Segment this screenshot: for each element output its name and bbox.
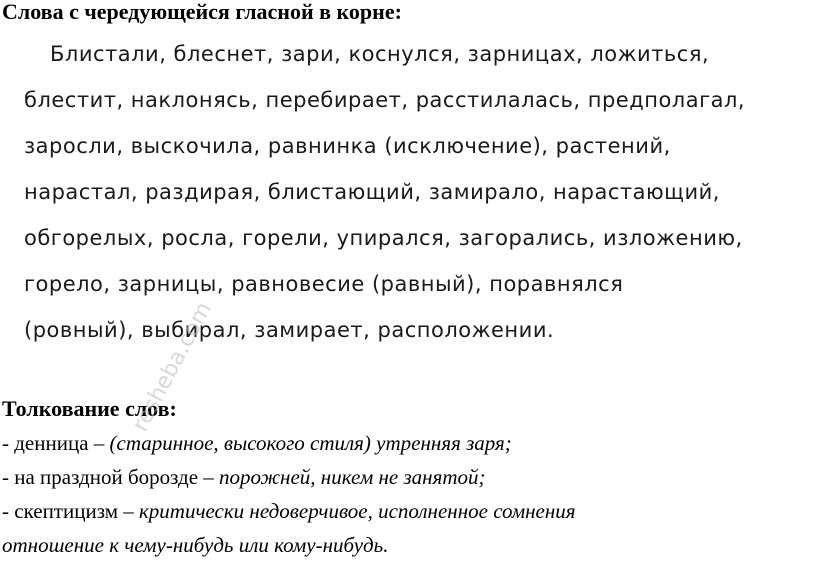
word-line-4: нарастал, раздирая, блистающий, замирало, нарастающий, [24,180,720,204]
definition-item [2,430,512,456]
definition-item [2,464,485,490]
word-line-2: блестит, наклонясь, перебирает, расстилалась, предполагал, [24,88,746,112]
definition-text: порожней, никем не занятой; [219,465,486,489]
definition-term: - скептицизм – [2,499,139,523]
definition-text: (старинное, высокого стиля) утренняя заря; [109,431,512,455]
definition-item [2,532,388,558]
watermark: resheba.com [128,298,217,436]
definition-item [2,498,576,524]
word-line-3: заросли, выскочила, равнинка (исключение), растений, [24,134,671,158]
word-line-7: (ровный), выбирал, замирает, расположении. [24,318,555,342]
definition-text: отношение к чему-нибудь или кому-нибудь. [2,533,389,557]
heading-definitions: Толкование слов: [2,396,177,421]
definition-term: - на праздной борозде – [2,465,220,489]
definition-text: критически недоверчивое, исполненное сомнения [138,499,576,523]
word-line-1: Блистали, блеснет, зари, коснулся, зарницах, ложиться, [50,42,710,66]
word-line-6: горело, зарницы, равновесие (равный), поравнялся [24,272,624,296]
heading-alternating-vowels: Слова с чередующейся гласной в корне: [2,0,402,24]
definition-term: - денница – [2,431,110,455]
word-line-5: обгорелых, росла, горели, упирался, загорались, изложению, [24,226,743,250]
